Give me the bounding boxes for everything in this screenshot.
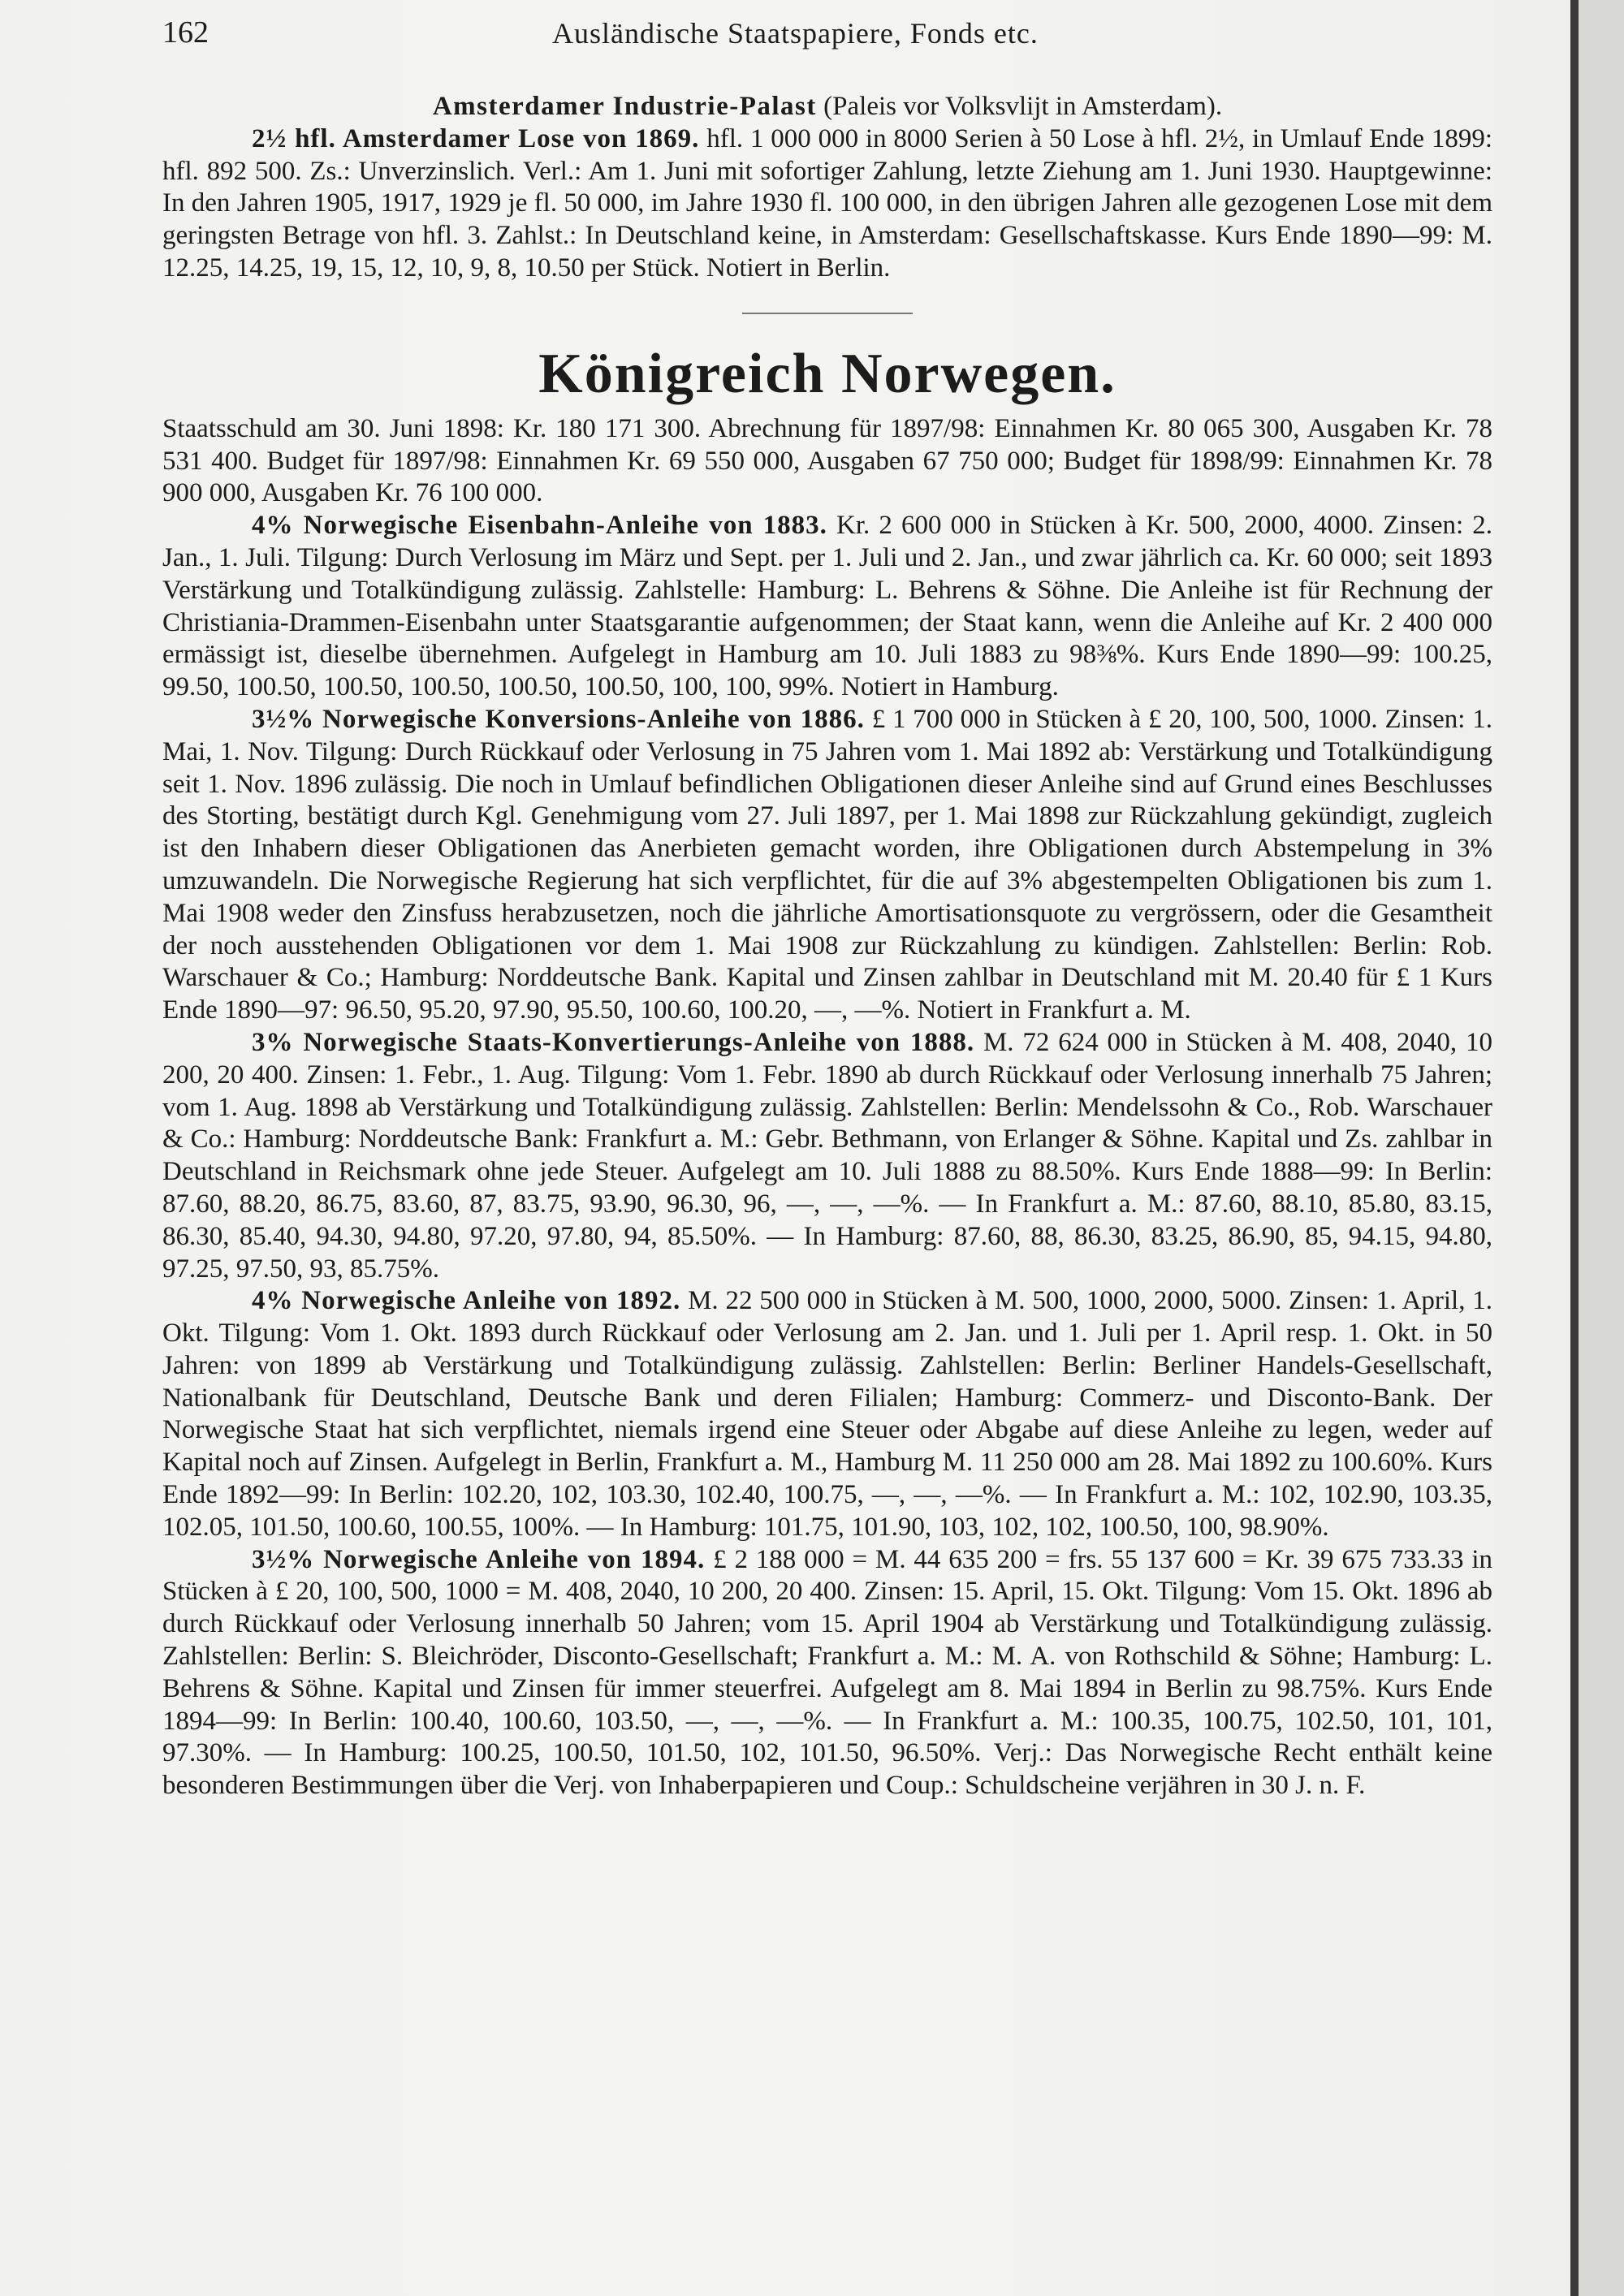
bond-text: Kr. 2 600 000 in Stücken à Kr. 500, 2000, 4000. Zinsen: 2. Jan., 1. Juli. Tilgung: Durch Verlosung im März und Sept. per 1. Juli und 2. Jan., und zwar jährlich ca. Kr. 60 000; seit 1893 Verstärkung und Totalkündigung zulässig. Zahlstelle: Hamburg: L. Behrens & Söhne. Die Anleihe ist für Rechnung der Christiania-Drammen-Eisenbahn unter Staatsgarantie aufgenommen; der Staat kann, wenn die Anleihe auf Kr. 2 400 000 ermässigt ist, dieselbe übernehmen. Aufgelegt in Hamburg am 10. Juli 1883 zu 98⅜%. Kurs Ende 1890—99: 100.25, 99.50, 100.50, 100.50, 100.50, 100.50, 100.50, 100, 100, 99%. Notiert in Hamburg. [162, 511, 1492, 702]
section-intro: Staatsschuld am 30. Juni 1898: Kr. 180 171 300. Abrechnung für 1897/98: Einnahmen Kr. 80 065 300, Ausgaben Kr. 78 531 400. Budget für 1897/98: Einnahmen Kr. 69 550 000, Ausgaben 67 750 000; Budget für 1898/99: Einnahmen Kr. 78 900 000, Ausgaben Kr. 76 100 000. [162, 413, 1492, 508]
section-divider [742, 313, 913, 314]
amsterdam-bond-paragraph [162, 123, 1492, 285]
amsterdam-entry [162, 91, 1492, 285]
bond-title: 4% Norwegische Anleihe von 1892. [252, 1286, 681, 1316]
page-header [162, 15, 1494, 55]
company-heading [162, 91, 1492, 123]
section-title: Königreich Norwegen. [538, 342, 1116, 405]
bond-entry [162, 1285, 1492, 1543]
running-title: Ausländische Staatspapiere, Fonds etc. [552, 17, 1039, 50]
page-edge [1570, 0, 1579, 2296]
bond-entry [162, 510, 1492, 704]
bond-title: 3½% Norwegische Konversions-Anleihe von 1886. [252, 704, 865, 734]
company-name: Amsterdamer Industrie-Palast [432, 92, 817, 121]
page-number: 162 [162, 15, 209, 50]
bond-title: 3% Norwegische Staats-Konvertierungs-Anleihe von 1888. [252, 1027, 975, 1057]
bond-text: M. 72 624 000 in Stücken à M. 408, 2040, 10 200, 20 400. Zinsen: 1. Febr., 1. Aug. Tilgung: Vom 1. Febr. 1890 ab durch Rückkauf oder Verlosung innerhalb 75 Jahren; vom 1. Aug. 1898 ab Verstärkung und Totalkündigung zulässig. Zahlstellen: Berlin: Mendelssohn & Co., Rob. Warschauer & Co.: Hamburg: Norddeutsche Bank: Frankfurt a. M.: Gebr. Bethmann, von Erlanger & Söhne. Kapital und Zs. zahlbar in Deutschland in Reichsmark ohne jede Steuer. Aufgelegt am 10. Juli 1888 zu 88.50%. Kurs Ende 1888—99: In Berlin: 87.60, 88.20, 86.75, 83.60, 87, 83.75, 93.90, 96.30, 96, —, —, —%. — In Frankfurt a. M.: 87.60, 88.10, 85.80, 83.15, 86.30, 85.40, 94.30, 94.80, 97.20, 97.80, 94, 85.50%. — In Hamburg: 87.60, 88, 86.30, 83.25, 86.90, 85, 94.15, 94.80, 97.25, 97.50, 93, 85.75%. [162, 1027, 1492, 1284]
bond-text: £ 1 700 000 in Stücken à £ 20, 100, 500, 1000. Zinsen: 1. Mai, 1. Nov. Tilgung: Durch Rückkauf oder Verlosung in 75 Jahren vom 1. Mai 1892 ab: Verstärkung und Totalkündigung seit 1. Nov. 1896 zulässig. Die noch in Umlauf befindlichen Obligationen dieser Anleihe sind auf Grund eines Beschlusses des Storting, bestätigt durch Kgl. Genehmigung vom 27. Juli 1897, per 1. Mai 1898 zur Rückzahlung gekündigt, zugleich ist den Inhabern dieser Obligationen das Anerbieten gemacht worden, ihre Obligationen durch Abstempelung in 3% umzuwandeln. Die Norwegische Regierung hat sich verpflichtet, für die auf 3% abgestempelten Obligationen bis zum 1. Mai 1908 weder den Zinsfuss herabzusetzen, noch die jährliche Amortisationsquote zu vergrössern, oder die Gesamtheit der noch ausstehenden Obligationen vor dem 1. Mai 1908 zur Rückzahlung zu kündigen. Zahlstellen: Berlin: Rob. Warschauer & Co.; Hamburg: Norddeutsche Bank. Kapital und Zinsen zahlbar in Deutschland mit M. 20.40 für £ 1 Kurs Ende 1890—97: 96.50, 95.20, 97.90, 95.50, 100.60, 100.20, —, —%. Notiert in Frankfurt a. M. [162, 704, 1493, 1025]
facing-page-margin [1579, 0, 1624, 2296]
bond-entry [162, 1544, 1492, 1802]
bond-entry [162, 704, 1492, 1027]
bond-text: £ 2 188 000 = M. 44 635 200 = frs. 55 137 600 = Kr. 39 675 733.33 in Stücken à £ 20, 100, 500, 1000 = M. 408, 2040, 10 200, 20 400. Zinsen: 15. April, 15. Okt. Tilgung: Vom 15. Okt. 1896 ab durch Rückkauf oder Verlosung innerhalb 50 Jahren; vom 15. April 1904 ab Verstärkung und Totalkündigung zulässig. Zahlstellen: Berlin: S. Bleichröder, Disconto-Gesellschaft; Frankfurt a. M.: M. A. von Rothschild & Söhne; Hamburg: L. Behrens & Söhne. Kapital und Zinsen für immer steuerfrei. Aufgelegt am 8. Mai 1894 in Berlin zu 98.75%. Kurs Ende 1894—99: In Berlin: 100.40, 100.60, 103.50, —, —, —%. — In Frankfurt a. M.: 100.35, 100.75, 102.50, 101, 101, 97.30%. — In Hamburg: 100.25, 100.50, 101.50, 102, 101.50, 96.50%. Verj.: Das Norwegische Recht enthält keine besonderen Bestimmungen über die Verj. von Inhaberpapieren und Coup.: Schuldscheine verjähren in 30 J. n. F. [162, 1544, 1492, 1801]
bond-title: 4% Norwegische Eisenbahn-Anleihe von 1883. [252, 511, 827, 541]
bond-title: 3½% Norwegische Anleihe von 1894. [252, 1544, 706, 1574]
bond-list [162, 510, 1492, 1802]
bond-entry [162, 1027, 1492, 1285]
company-note: (Paleis vor Volksvlijt in Amsterdam). [823, 92, 1223, 121]
page-body [162, 91, 1492, 1802]
bond-title: 2½ hfl. Amsterdamer Lose von 1869. [252, 123, 700, 153]
bond-text: hfl. 1 000 000 in 8000 Serien à 50 Lose à hfl. 2½, in Umlauf Ende 1899: hfl. 892 500. Zs.: Unverzinslich. Verl.: Am 1. Juni mit sofortiger Zahlung, letzte Ziehung am 1. Juni 1930. Hauptgewinne: In den Jahren 1905, 1917, 1929 je fl. 50 000, im Jahre 1930 fl. 100 000, in den übrigen Jahren alle gezogenen Lose mit dem geringsten Betrage von hfl. 3. Zahlst.: In Deutschland keine, in Amsterdam: Gesellschaftskasse. Kurs Ende 1890—99: M. 12.25, 14.25, 19, 15, 12, 10, 9, 8, 10.50 per Stück. Notiert in Berlin. [162, 123, 1493, 283]
bond-text: M. 22 500 000 in Stücken à M. 500, 1000, 2000, 5000. Zinsen: 1. April, 1. Okt. Tilgung: Vom 1. Okt. 1893 durch Rückkauf oder Verlosung am 2. Jan. und 1. Juli per 1. April resp. 1. Okt. in 50 Jahren: von 1899 ab Verstärkung und Totalkündigung zulässig. Zahlstellen: Berlin: Berliner Handels-Gesellschaft, Nationalbank für Deutschland, Deutsche Bank und deren Filialen; Hamburg: Commerz- und Disconto-Bank. Der Norwegische Staat hat sich verpflichtet, niemals irgend eine Steuer oder Abgabe auf diese Anleihe zu legen, weder auf Kapital noch auf Zinsen. Aufgelegt in Berlin, Frankfurt a. M., Hamburg M. 11 250 000 am 28. Mai 1892 zu 100.60%. Kurs Ende 1892—99: In Berlin: 102.20, 102, 103.30, 102.40, 100.75, —, —, —%. — In Frankfurt a. M.: 102, 102.90, 103.35, 102.05, 101.50, 100.60, 100.55, 100%. — In Hamburg: 101.75, 101.90, 103, 102, 102, 100.50, 100, 98.90%. [162, 1286, 1493, 1542]
